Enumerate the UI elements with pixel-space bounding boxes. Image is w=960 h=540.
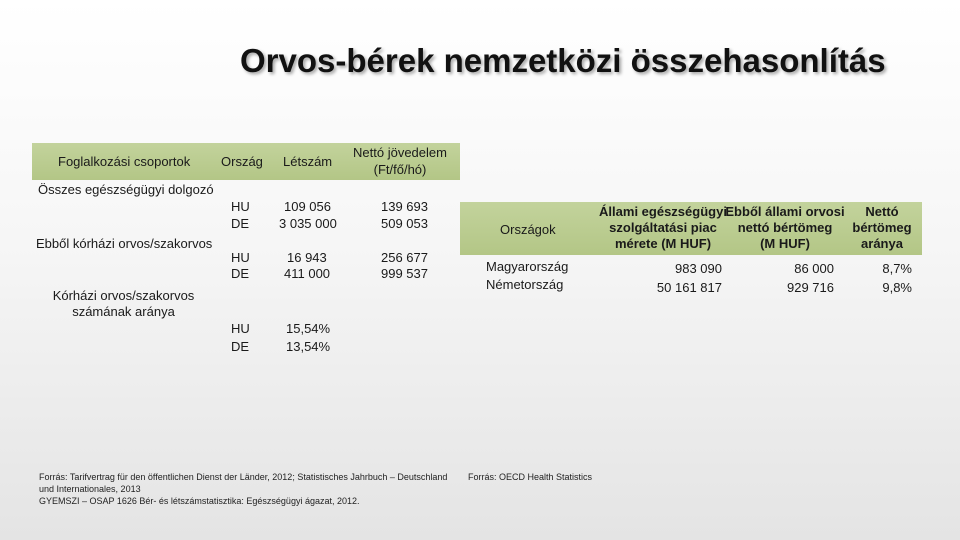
page-title: Orvos-bérek nemzetközi összehasonlítás bbox=[240, 42, 886, 79]
row-headcount: 109 056 bbox=[284, 199, 331, 214]
group-hospital-doctors: Ebből kórházi orvos/szakorvos bbox=[36, 236, 213, 251]
group-all-health: Összes egészségügyi dolgozó bbox=[38, 182, 214, 197]
row-headcount: 3 035 000 bbox=[279, 216, 337, 231]
source-left-2: und Internationales, 2013 bbox=[39, 484, 141, 494]
right-row-country: Magyarország bbox=[486, 259, 569, 274]
right-row-ratio: 9,8% bbox=[882, 280, 912, 295]
row-headcount: 13,54% bbox=[286, 339, 331, 354]
header-market-1: Állami egészségügyi bbox=[599, 204, 727, 219]
group-ratio-2: számának aránya bbox=[72, 304, 175, 319]
source-right: Forrás: OECD Health Statistics bbox=[468, 472, 593, 482]
header-net-income-1: Nettó jövedelem bbox=[353, 145, 447, 160]
header-state-1: Ebből állami orvosi bbox=[725, 204, 845, 219]
right-row-state: 929 716 bbox=[787, 280, 834, 295]
header-group: Foglalkozási csoportok bbox=[58, 154, 191, 169]
right-row-country: Németország bbox=[486, 277, 564, 292]
row-income: 256 677 bbox=[381, 250, 428, 265]
row-headcount: 15,54% bbox=[286, 321, 331, 336]
header-market-3: mérete (M HUF) bbox=[614, 236, 712, 251]
header-countries: Országok bbox=[500, 222, 556, 237]
header-net-income-2: (Ft/fő/hó) bbox=[373, 162, 427, 177]
row-country: HU bbox=[231, 321, 250, 336]
header-ratio-3: aránya bbox=[861, 236, 903, 251]
right-row-ratio: 8,7% bbox=[882, 261, 912, 276]
row-country: DE bbox=[231, 266, 250, 281]
row-headcount: 16 943 bbox=[287, 250, 327, 265]
right-row-market: 983 090 bbox=[675, 261, 722, 276]
row-country: DE bbox=[231, 216, 250, 231]
header-state-3: (M HUF) bbox=[760, 236, 810, 251]
row-income: 139 693 bbox=[381, 199, 428, 214]
row-country: HU bbox=[231, 199, 250, 214]
header-headcount: Létszám bbox=[283, 154, 333, 169]
right-row-state: 86 000 bbox=[794, 261, 834, 276]
row-headcount: 411 000 bbox=[284, 266, 331, 281]
row-country: HU bbox=[231, 250, 250, 265]
header-market-2: szolgáltatási piac bbox=[609, 220, 717, 235]
header-country: Ország bbox=[221, 154, 263, 169]
row-income: 509 053 bbox=[381, 216, 428, 231]
group-ratio-1: Kórházi orvos/szakorvos bbox=[52, 288, 195, 303]
header-state-2: nettó bértömeg bbox=[737, 220, 833, 235]
right-row-market: 50 161 817 bbox=[656, 280, 722, 295]
header-ratio-1: Nettó bbox=[865, 204, 899, 219]
source-left-1: Forrás: Tarifvertrag für den öffentlichen Dienst der Länder, 2012; Statistisches Jahrbuch – Deutschland bbox=[39, 472, 448, 482]
row-income: 999 537 bbox=[381, 266, 428, 281]
header-ratio-2: bértömeg bbox=[852, 220, 912, 235]
source-left-3: GYEMSZI – OSAP 1626 Bér- és létszámstatisztika: Egészségügyi ágazat, 2012. bbox=[39, 496, 360, 506]
row-country: DE bbox=[231, 339, 250, 354]
